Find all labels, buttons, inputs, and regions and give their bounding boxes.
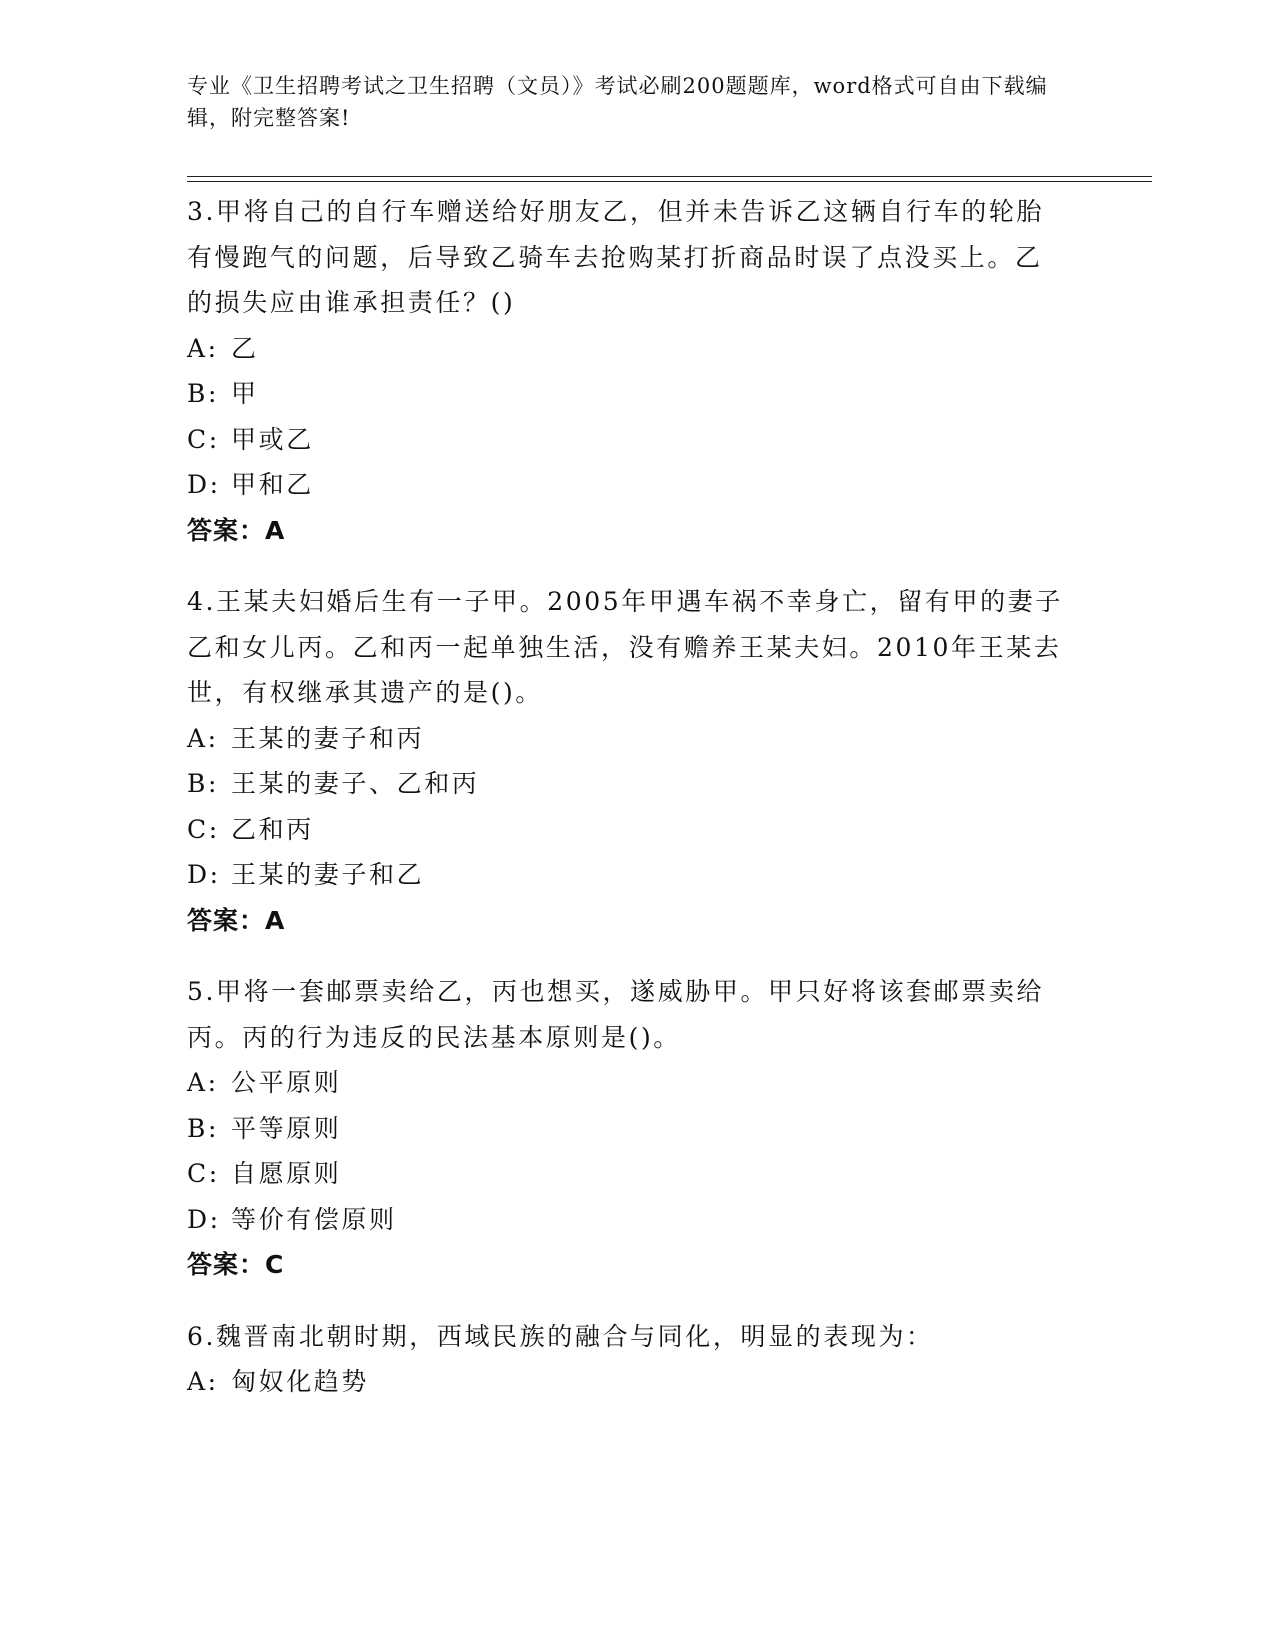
question-stem: 4.王某夫妇婚后生有一子甲。2005年甲遇车祸不幸身亡，留有甲的妻子乙和女儿丙。乙和丙一起单独生活，没有赡养王某夫妇。2010年王某去世，有权继承其遗产的是()。 xyxy=(187,587,1063,707)
header-intro-text: 专业《卫生招聘考试之卫生招聘（文员）》考试必刷200题题库，word格式可自由下载编辑，附完整答案! xyxy=(187,74,1048,130)
option-text: 匈奴化趋势 xyxy=(231,1367,370,1396)
option-text: 等价有偿原则 xyxy=(231,1204,397,1234)
option-c xyxy=(187,807,1067,853)
option-letter: D: xyxy=(187,1204,221,1234)
option-a xyxy=(187,326,1067,372)
answer-line: 答案：C xyxy=(187,1250,285,1279)
option-a xyxy=(187,1359,1067,1405)
answer-line: 答案：A xyxy=(187,515,286,545)
option-letter: A: xyxy=(187,1068,219,1097)
option-d xyxy=(187,462,1067,508)
option-text: 王某的妻子和丙 xyxy=(231,723,425,753)
answer-line: 答案：A xyxy=(187,905,286,935)
option-text: 自愿原则 xyxy=(231,1159,342,1188)
question-list xyxy=(187,189,1067,1431)
option-letter: A: xyxy=(187,1367,219,1396)
question-6 xyxy=(187,1314,1067,1405)
option-letter: D: xyxy=(187,470,221,499)
option-letter: B: xyxy=(187,769,219,798)
option-text: 王某的妻子、乙和丙 xyxy=(231,769,480,798)
option-b xyxy=(187,761,1067,807)
option-a xyxy=(187,716,1067,762)
option-b xyxy=(187,371,1067,417)
question-5 xyxy=(187,969,1067,1288)
question-stem: 3.甲将自己的自行车赠送给好朋友乙，但并未告诉乙这辆自行车的轮胎有慢跑气的问题，后导致乙骑车去抢购某打折商品时误了点没买上。乙的损失应由谁承担责任？() xyxy=(187,197,1045,317)
option-d xyxy=(187,852,1067,898)
option-c xyxy=(187,1151,1067,1197)
option-letter: B: xyxy=(187,1113,219,1143)
header-divider-top xyxy=(187,176,1152,177)
option-a xyxy=(187,1060,1067,1106)
question-stem: 6.魏晋南北朝时期，西域民族的融合与同化，明显的表现为： xyxy=(187,1321,934,1351)
option-text: 乙和丙 xyxy=(231,814,314,844)
header-divider-bottom xyxy=(187,181,1152,182)
option-letter: A: xyxy=(187,723,219,753)
option-d xyxy=(187,1197,1067,1243)
question-4 xyxy=(187,579,1067,943)
option-letter: C: xyxy=(187,814,220,844)
option-letter: C: xyxy=(187,1159,220,1188)
option-text: 甲或乙 xyxy=(231,424,314,454)
question-stem: 5.甲将一套邮票卖给乙，丙也想买，遂威胁甲。甲只好将该套邮票卖给丙。丙的行为违反的民法基本原则是()。 xyxy=(187,977,1045,1052)
option-letter: C: xyxy=(187,424,220,454)
option-text: 乙 xyxy=(231,333,259,363)
option-text: 平等原则 xyxy=(231,1113,342,1143)
option-c xyxy=(187,417,1067,463)
document-header xyxy=(187,70,1067,134)
option-letter: A: xyxy=(187,333,219,363)
option-b xyxy=(187,1106,1067,1152)
option-letter: D: xyxy=(187,860,221,889)
option-text: 甲和乙 xyxy=(231,470,314,499)
option-letter: B: xyxy=(187,379,219,408)
option-text: 公平原则 xyxy=(231,1068,342,1097)
question-3 xyxy=(187,189,1067,553)
option-text: 王某的妻子和乙 xyxy=(231,860,425,889)
option-text: 甲 xyxy=(231,379,259,408)
